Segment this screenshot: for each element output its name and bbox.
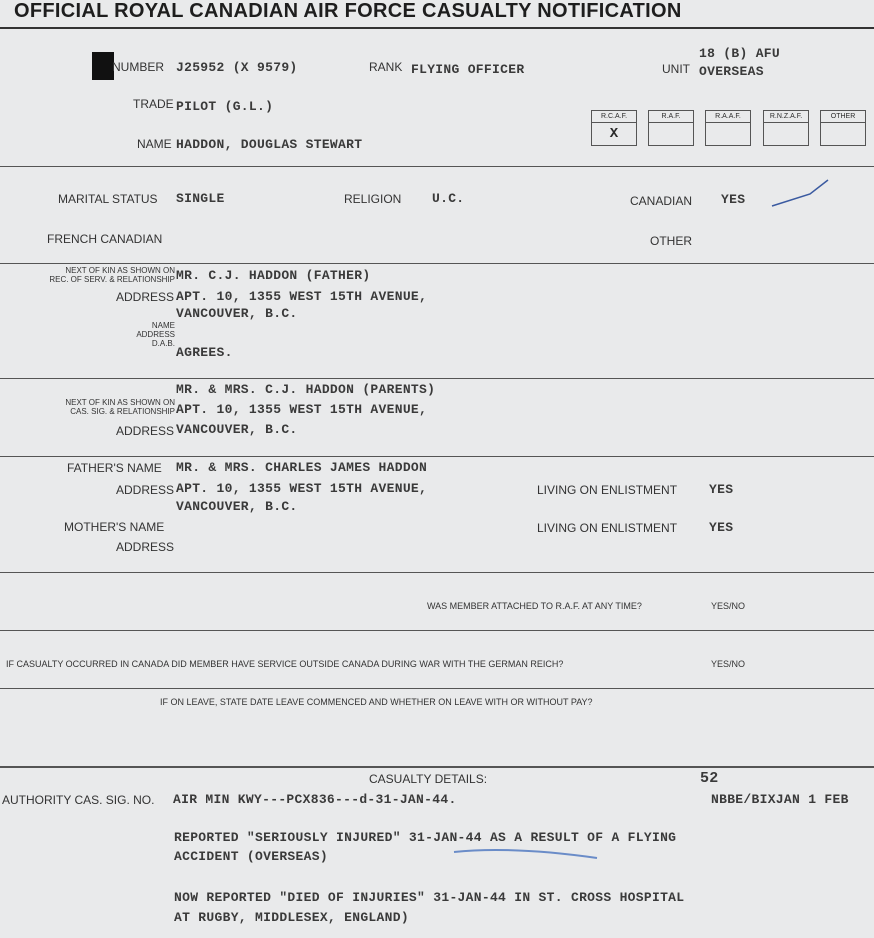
ink-blot [92, 52, 114, 80]
nok-record-value: MR. C.J. HADDON (FATHER) [176, 268, 371, 283]
number-value: J25952 (X 9579) [176, 60, 298, 75]
divider [0, 688, 874, 689]
service-box-rcaf: R.C.A.F. X [591, 110, 637, 146]
unit-line1: 18 (B) AFU [699, 46, 781, 61]
ink-underline [452, 846, 602, 862]
father-address-line2: VANCOUVER, B.C. [176, 499, 298, 514]
other-label: OTHER [650, 234, 692, 248]
raf-question: WAS MEMBER ATTACHED TO R.A.F. AT ANY TIME? [427, 601, 642, 611]
form-title: OFFICIAL ROYAL CANADIAN AIR FORCE CASUALTY NOTIFICATION [14, 0, 682, 22]
divider [0, 263, 874, 264]
father-living-label: LIVING ON ENLISTMENT [537, 483, 678, 497]
marital-label: MARITAL STATUS [58, 192, 158, 206]
father-label: FATHER'S NAME [67, 461, 162, 475]
father-address-line1: APT. 10, 1355 WEST 15TH AVENUE, [176, 481, 428, 496]
mother-living-value: YES [709, 520, 734, 535]
trade-value: PILOT (G.L.) [176, 99, 274, 114]
father-living-value: YES [709, 482, 734, 497]
mother-living-label: LIVING ON ENLISTMENT [537, 521, 678, 535]
nok-cas-address-label: ADDRESS [116, 424, 175, 438]
mother-address-label: ADDRESS [116, 540, 175, 554]
rank-label: RANK [369, 60, 403, 74]
canada-options: YES/NO [711, 659, 746, 669]
unit-label: UNIT [662, 62, 690, 76]
nok-cas-address-line1: APT. 10, 1355 WEST 15TH AVENUE, [176, 402, 428, 417]
canadian-label: CANADIAN [630, 194, 693, 208]
religion-label: RELIGION [344, 192, 402, 206]
divider [0, 166, 874, 167]
canada-question: IF CASUALTY OCCURRED IN CANADA DID MEMBER HAVE SERVICE OUTSIDE CANADA DURING WAR WITH THE GERMAN REICH? [6, 659, 564, 669]
divider [0, 378, 874, 379]
dab-label: NAME ADDRESS D.A.B. [136, 321, 175, 348]
raf-options: YES/NO [711, 601, 746, 611]
dab-value: AGREES. [176, 345, 233, 360]
checkmark-icon [770, 176, 832, 210]
service-box-other: OTHER [820, 110, 866, 146]
casualty-number: 52 [700, 770, 719, 787]
authority-value: AIR MIN KWY---PCX836---d-31-JAN-44. [173, 792, 457, 807]
service-box-raaf: R.A.A.F. [705, 110, 751, 146]
nok-address-label: ADDRESS [116, 290, 175, 304]
name-label: NAME [137, 137, 172, 151]
date-stamp: NBBE/BIXJAN 1 FEB [711, 792, 849, 807]
mother-label: MOTHER'S NAME [64, 520, 165, 534]
leave-question: IF ON LEAVE, STATE DATE LEAVE COMMENCED AND WHETHER ON LEAVE WITH OR WITHOUT PAY? [160, 697, 593, 707]
unit-line2: OVERSEAS [699, 64, 764, 79]
report2-line1: NOW REPORTED "DIED OF INJURIES" 31-JAN-44 IN ST. CROSS HOSPITAL [174, 890, 685, 905]
canadian-value: YES [721, 192, 746, 207]
nok-cas-label: NEXT OF KIN AS SHOWN ON CAS. SIG. & RELATIONSHIP [65, 398, 175, 416]
report1-line1: REPORTED "SERIOUSLY INJURED" 31-JAN-44 AS A RESULT OF A FLYING [174, 830, 677, 845]
service-box-rnzaf: R.N.Z.A.F. [763, 110, 809, 146]
report2-line2: AT RUGBY, MIDDLESEX, ENGLAND) [174, 910, 409, 925]
nok-address-line2: VANCOUVER, B.C. [176, 306, 298, 321]
rank-value: FLYING OFFICER [411, 62, 525, 77]
father-value: MR. & MRS. CHARLES JAMES HADDON [176, 460, 428, 475]
divider [0, 630, 874, 631]
nok-cas-address-line2: VANCOUVER, B.C. [176, 422, 298, 437]
divider [0, 572, 874, 573]
father-address-label: ADDRESS [116, 483, 175, 497]
nok-address-line1: APT. 10, 1355 WEST 15TH AVENUE, [176, 289, 428, 304]
authority-label: AUTHORITY CAS. SIG. NO. [2, 793, 155, 807]
french-canadian-label: FRENCH CANADIAN [47, 232, 163, 246]
nok-cas-name: MR. & MRS. C.J. HADDON (PARENTS) [176, 382, 436, 397]
divider [0, 456, 874, 457]
divider [0, 27, 874, 29]
trade-label: TRADE [133, 97, 174, 111]
number-label: NUMBER [112, 60, 165, 74]
divider [0, 766, 874, 768]
religion-value: U.C. [432, 191, 465, 206]
name-value: HADDON, DOUGLAS STEWART [176, 137, 363, 152]
service-box-raf: R.A.F. [648, 110, 694, 146]
casualty-details-label: CASUALTY DETAILS: [369, 772, 488, 786]
report1-line2: ACCIDENT (OVERSEAS) [174, 849, 328, 864]
nok-record-label: NEXT OF KIN AS SHOWN ON REC. OF SERV. & RELATIONSHIP [49, 266, 175, 284]
marital-value: SINGLE [176, 191, 225, 206]
